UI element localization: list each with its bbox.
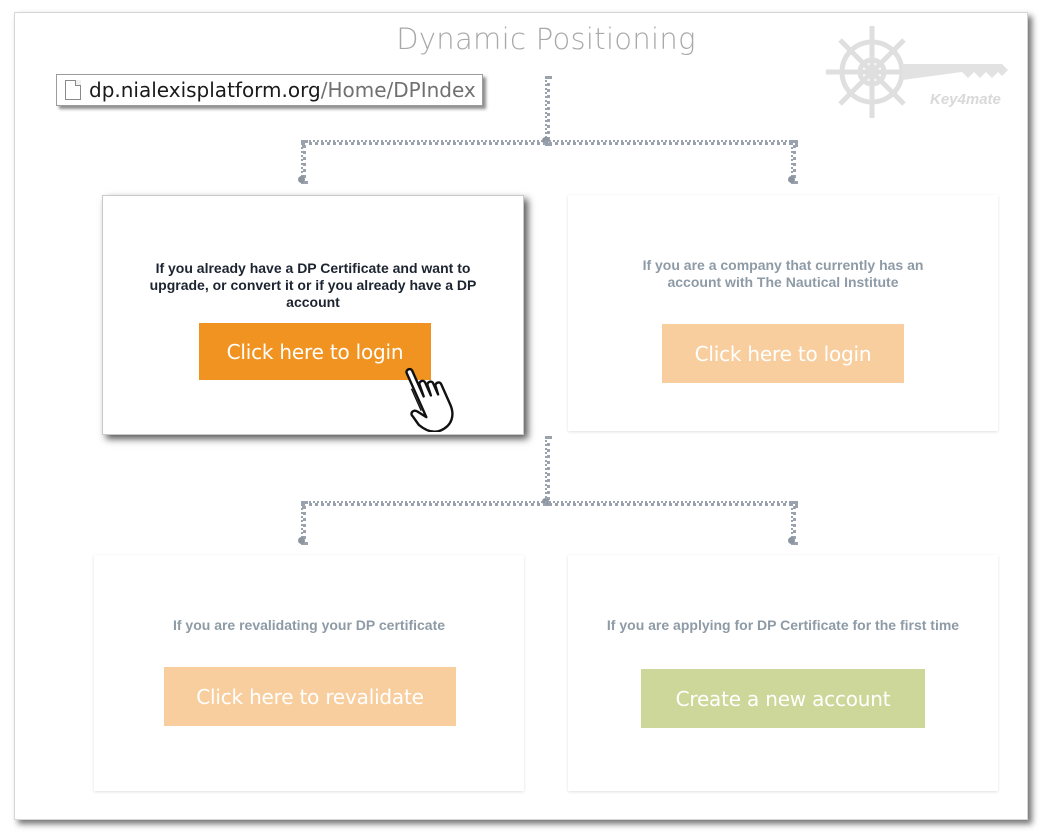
revalidate-button[interactable]: Click here to revalidate [164, 667, 456, 726]
card-description: If you are applying for DP Certificate for the first time [606, 617, 960, 633]
url-domain: dp.nialexisplatform.org [89, 78, 321, 102]
connector-dot [788, 537, 795, 544]
card-description: If you are revalidating your DP certificate [172, 617, 446, 633]
card-description: If you are a company that currently has an account with The Nautical Institute [642, 257, 924, 290]
connector-vertical-mid [545, 436, 550, 506]
page-title: Dynamic Positioning [396, 22, 696, 56]
connector-horizontal-mid [302, 501, 798, 506]
svg-text:Key4mate: Key4mate [930, 91, 1001, 108]
keymate-logo [822, 20, 1018, 132]
card-new-account [568, 555, 998, 791]
connector-dot [298, 176, 305, 183]
card-company-account [568, 195, 998, 431]
card-description: If you already have a DP Certificate and want to upgrade, or convert it or if you already have a DP account [149, 260, 477, 310]
page-icon [65, 80, 81, 100]
login-button[interactable]: Click here to login [199, 323, 431, 380]
address-bar[interactable] [56, 74, 483, 106]
card-revalidate [94, 555, 524, 791]
connector-vertical-top [545, 76, 550, 146]
hand-pointer-icon [404, 356, 474, 432]
company-login-button[interactable]: Click here to login [662, 324, 904, 383]
connector-dot [298, 537, 305, 544]
connector-horizontal-top [302, 140, 798, 145]
connector-dot [788, 176, 795, 183]
create-account-button[interactable]: Create a new account [641, 669, 925, 728]
url-path: /Home/DPIndex [320, 78, 476, 102]
